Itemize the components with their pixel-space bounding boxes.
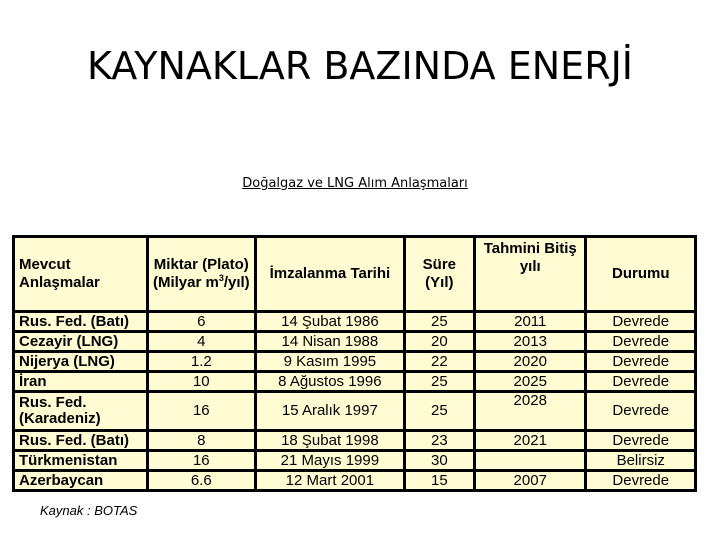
- header-miktar: [149, 238, 254, 310]
- agreements-table: [12, 235, 697, 492]
- table-row: [15, 353, 694, 370]
- cell-end: 2021: [476, 432, 584, 449]
- cell-duration: 23: [406, 432, 473, 449]
- header-durumu: Durumu: [587, 238, 694, 310]
- cell-amount: 10: [149, 373, 254, 390]
- cell-status: Belirsiz: [587, 452, 694, 469]
- cell-date: 8 Ağustos 1996: [257, 373, 403, 390]
- cell-end: 2028: [476, 393, 584, 429]
- table-header-row: [15, 238, 694, 310]
- source-note: Kaynak : BOTAS: [40, 503, 138, 518]
- cell-status: Devrede: [587, 333, 694, 350]
- cell-duration: 20: [406, 333, 473, 350]
- cell-date: 12 Mart 2001: [257, 472, 403, 489]
- cell-status: Devrede: [587, 353, 694, 370]
- cell-end: 2011: [476, 313, 584, 330]
- cell-name: Cezayir (LNG): [15, 333, 146, 350]
- cell-amount: 16: [149, 452, 254, 469]
- page-title: KAYNAKLAR BAZINDA ENERJİ: [86, 44, 634, 88]
- cell-status: Devrede: [587, 373, 694, 390]
- cell-amount: 1.2: [149, 353, 254, 370]
- cell-end: [476, 452, 584, 469]
- cell-status: Devrede: [587, 393, 694, 429]
- cell-status: Devrede: [587, 313, 694, 330]
- cell-date: 15 Aralık 1997: [257, 393, 403, 429]
- table-row: [15, 472, 694, 489]
- agreements-table-container: [12, 235, 697, 492]
- cell-amount: 6: [149, 313, 254, 330]
- cell-date: 9 Kasım 1995: [257, 353, 403, 370]
- header-mevcut-anlasmalar: Mevcut Anlaşmalar: [15, 238, 146, 310]
- header-sure: Süre (Yıl): [406, 238, 473, 310]
- cell-end: 2025: [476, 373, 584, 390]
- cell-name: Nijerya (LNG): [15, 353, 146, 370]
- cell-date: 21 Mayıs 1999: [257, 452, 403, 469]
- table-caption: Doğalgaz ve LNG Alım Anlaşmaları: [242, 176, 468, 191]
- header-miktar-unit: /yıl): [223, 274, 250, 291]
- cell-name: Rus. Fed. (Karadeniz): [15, 393, 146, 429]
- cell-duration: 25: [406, 313, 473, 330]
- cell-duration: 30: [406, 452, 473, 469]
- cell-duration: 15: [406, 472, 473, 489]
- table-row: [15, 333, 694, 350]
- cell-amount: 6.6: [149, 472, 254, 489]
- cell-duration: 25: [406, 373, 473, 390]
- table-row: [15, 313, 694, 330]
- table-row: [15, 393, 694, 429]
- header-imzalanma-tarihi: İmzalanma Tarihi: [257, 238, 403, 310]
- cell-name: Azerbaycan: [15, 472, 146, 489]
- cell-name: Rus. Fed. (Batı): [15, 432, 146, 449]
- cell-duration: 25: [406, 393, 473, 429]
- cell-end: 2013: [476, 333, 584, 350]
- cell-name: İran: [15, 373, 146, 390]
- cell-status: Devrede: [587, 432, 694, 449]
- cell-name: Türkmenistan: [15, 452, 146, 469]
- cell-date: 14 Nisan 1988: [257, 333, 403, 350]
- cell-date: 18 Şubat 1998: [257, 432, 403, 449]
- header-miktar-sup: 3: [218, 273, 224, 283]
- table-row: [15, 373, 694, 390]
- cell-name: Rus. Fed. (Batı): [15, 313, 146, 330]
- cell-amount: 8: [149, 432, 254, 449]
- cell-amount: 4: [149, 333, 254, 350]
- cell-duration: 22: [406, 353, 473, 370]
- cell-end: 2020: [476, 353, 584, 370]
- header-tahmini-bitis: Tahmini Bitiş yılı: [476, 238, 584, 310]
- cell-status: Devrede: [587, 472, 694, 489]
- cell-date: 14 Şubat 1986: [257, 313, 403, 330]
- table-row: [15, 432, 694, 449]
- table-row: [15, 452, 694, 469]
- header-miktar-text: Miktar (Plato) (Milyar m: [152, 256, 249, 291]
- cell-end: 2007: [476, 472, 584, 489]
- cell-amount: 16: [149, 393, 254, 429]
